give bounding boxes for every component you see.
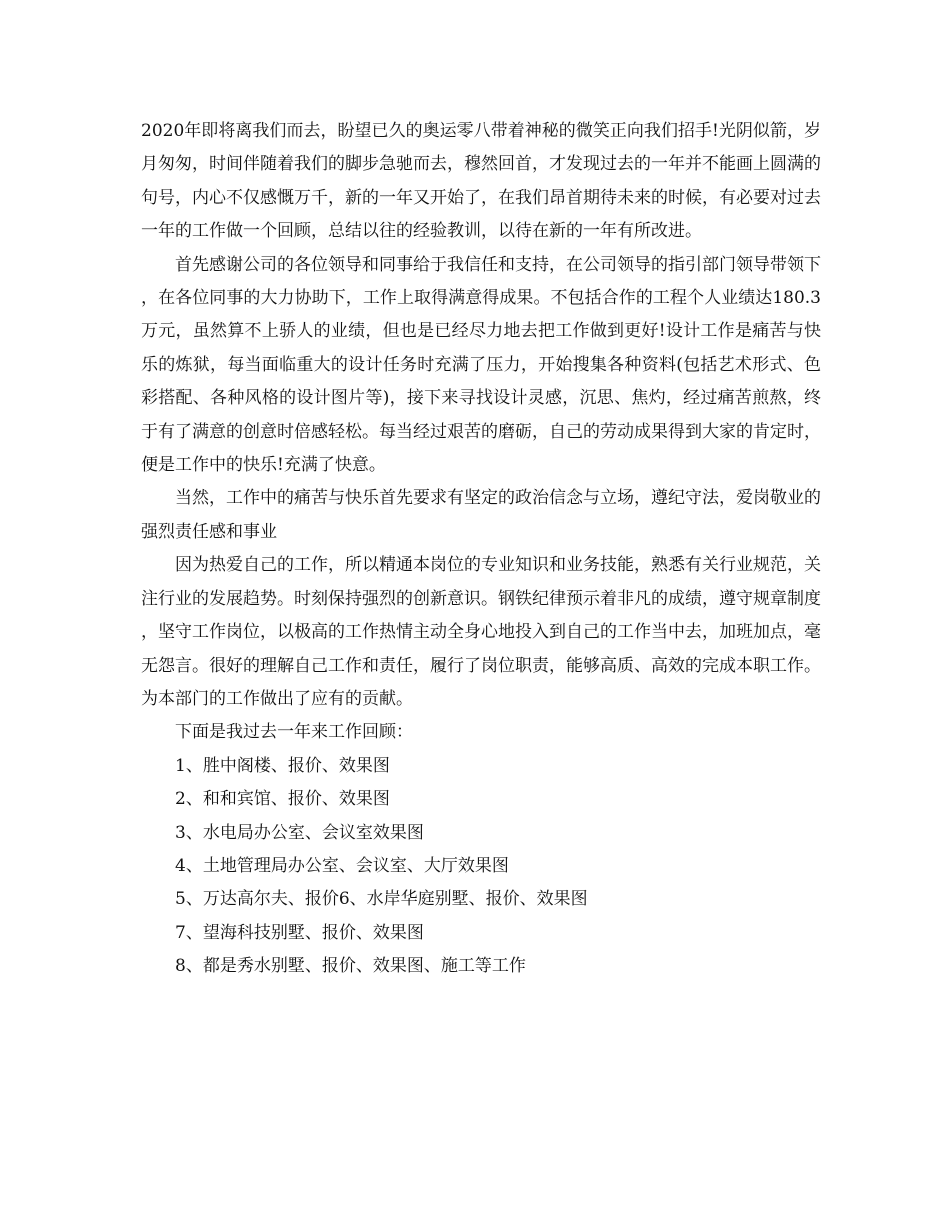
list-intro: 下面是我过去一年来工作回顾： (175, 722, 413, 743)
document-body (141, 115, 821, 984)
list-item: 1、胜中阁楼、报价、效果图 (175, 755, 390, 776)
list-item: 2、和和宾馆、报价、效果图 (175, 789, 390, 810)
paragraph-attitude: 当然，工作中的痛苦与快乐首先要求有坚定的政治信念与立场，遵纪守法，爱岗敬业的强烈责任感和事业 (141, 488, 821, 542)
list-item: 7、望海科技别墅、报价、效果图 (175, 922, 424, 943)
paragraph-thanks: 首先感谢公司的各位领导和同事给于我信任和支持，在公司领导的指引部门领导带领下，在各位同事的大力协助下，工作上取得满意得成果。不包括合作的工程个人业绩达180.3万元，虽然算不上骄人的业绩，但也是已经尽力地去把工作做到更好!设计工作是痛苦与快乐的炼狱，每当面临重大的设计任务时充满了压力，开始搜集各种资料(包括艺术形式、色彩搭配、各种风格的设计图片等)，接下来寻找设计灵感，沉思、焦灼，经过痛苦煎熬，终于有了满意的创意时倍感轻松。每当经过艰苦的磨砺，自己的劳动成果得到大家的肯定时，便是工作中的快乐!充满了快意。 (141, 254, 821, 476)
list-item: 8、都是秀水别墅、报价、效果图、施工等工作 (175, 956, 526, 977)
list-item: 4、土地管理局办公室、会议室、大厅效果图 (175, 855, 509, 876)
list-item: 3、水电局办公室、会议室效果图 (175, 822, 424, 843)
paragraph-intro: 2020年即将离我们而去，盼望已久的奥运零八带着神秘的微笑正向我们招手!光阴似箭，岁月匆匆，时间伴随着我们的脚步急驰而去，穆然回首，才发现过去的一年并不能画上圆满的句号，内心不仅感慨万千，新的一年又开始了，在我们昂首期待未来的时候，有必要对过去一年的工作做一个回顾，总结以往的经验教训，以待在新的一年有所改进。 (141, 121, 821, 242)
list-item: 5、万达高尔夫、报价6、水岸华庭别墅、报价、效果图 (175, 889, 588, 910)
paragraph-dedication: 因为热爱自己的工作，所以精通本岗位的专业知识和业务技能，熟悉有关行业规范，关注行业的发展趋势。时刻保持强烈的创新意识。钢铁纪律预示着非凡的成绩，遵守规章制度，坚守工作岗位，以极高的工作热情主动全身心地投入到自己的工作当中去，加班加点，毫无怨言。很好的理解自己工作和责任，履行了岗位职责，能够高质、高效的完成本职工作。为本部门的工作做出了应有的贡献。 (141, 555, 821, 709)
